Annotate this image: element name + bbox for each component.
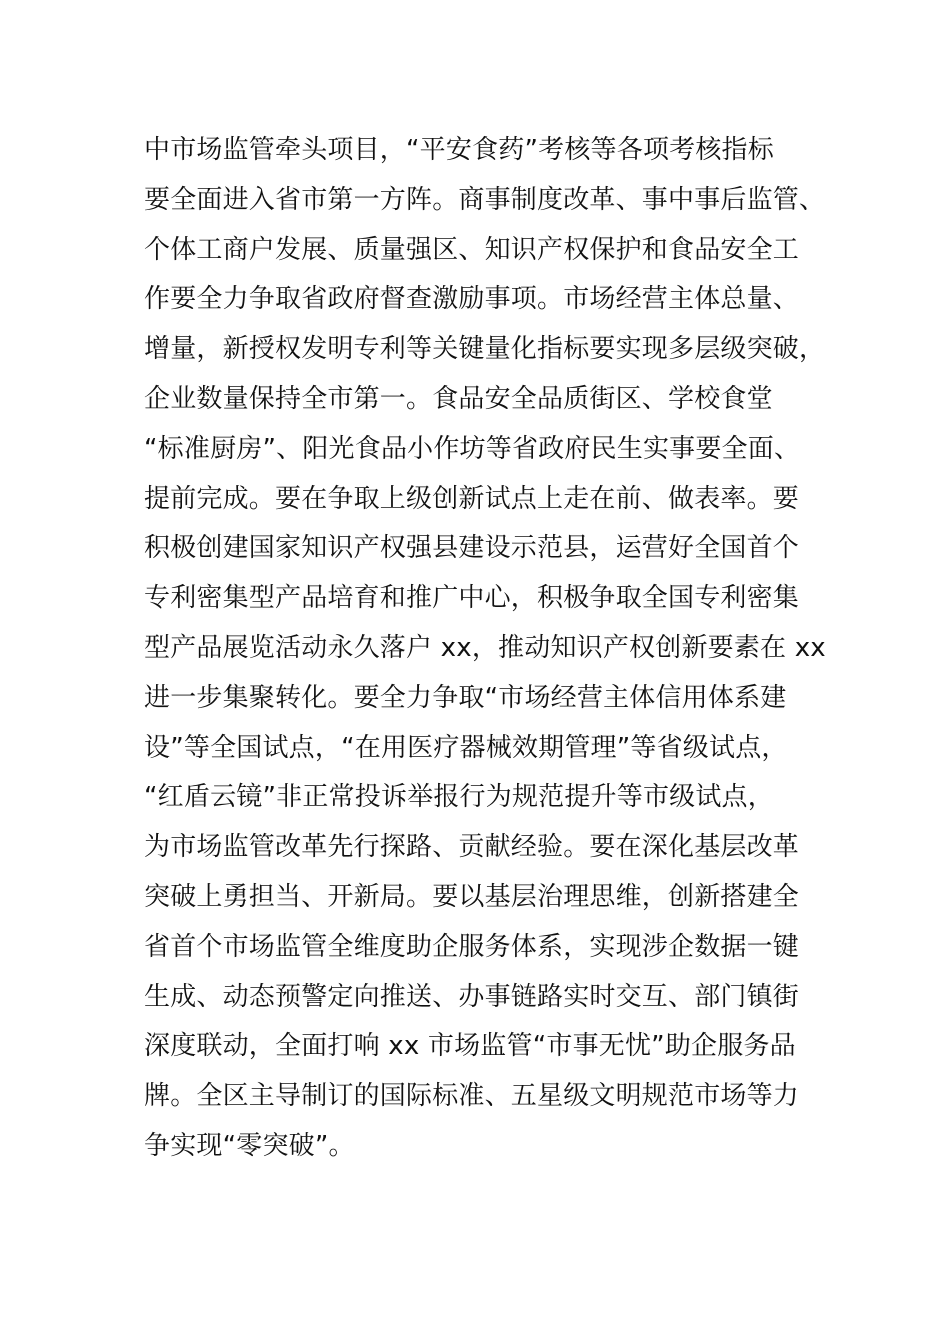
text-line: 企业数量保持全市第一。食品安全品质街区、学校食堂 <box>144 383 773 414</box>
text-line: 设”等全国试点，“在用医疗器械效期管理”等省级试点， <box>144 732 788 763</box>
text-line: 省首个市场监管全维度助企服务体系，实现涉企数据一键 <box>144 931 800 962</box>
text-line: 争实现“零突破”。 <box>144 1130 355 1161</box>
text-line: 中市场监管牵头项目，“平安食药”考核等各项考核指标 <box>144 135 774 165</box>
text-line: 深度联动，全面打响 xx 市场监管“市事无忧”助企服务品 <box>144 1031 796 1062</box>
text-line: 个体工商户发展、质量强区、知识产权保护和食品安全工 <box>144 234 800 265</box>
text-line: 生成、动态预警定向推送、办事链路实时交互、部门镇街 <box>144 981 800 1012</box>
text-line: 为市场监管改革先行探路、贡献经验。要在深化基层改革 <box>144 832 800 863</box>
text-line: 牌。全区主导制订的国际标准、五星级文明规范市场等力 <box>144 1081 800 1112</box>
text-line: 突破上勇担当、开新局。要以基层治理思维，创新搭建全 <box>144 881 800 912</box>
text-line: “标准厨房”、阳光食品小作坊等省政府民生实事要全面、 <box>144 433 801 464</box>
text-line: 型产品展览活动永久落户 xx，推动知识产权创新要素在 xx <box>144 632 826 663</box>
text-line: “红盾云镜”非正常投诉举报行为规范提升等市级试点， <box>144 782 774 813</box>
text-line: 增量，新授权发明专利等关键量化指标要实现多层级突破， <box>144 334 826 365</box>
text-line: 要全面进入省市第一方阵。商事制度改革、事中事后监管、 <box>144 184 826 215</box>
text-line: 进一步集聚转化。要全力争取“市场经营主体信用体系建 <box>144 682 787 713</box>
text-line: 积极创建国家知识产权强县建设示范县，运营好全国首个 <box>144 533 800 564</box>
text-line: 专利密集型产品培育和推广中心，积极争取全国专利密集 <box>144 583 800 614</box>
text-line: 提前完成。要在争取上级创新试点上走在前、做表率。要 <box>144 483 800 514</box>
body-paragraph <box>144 126 824 1172</box>
text-line: 作要全力争取省政府督查激励事项。市场经营主体总量、 <box>144 284 800 315</box>
